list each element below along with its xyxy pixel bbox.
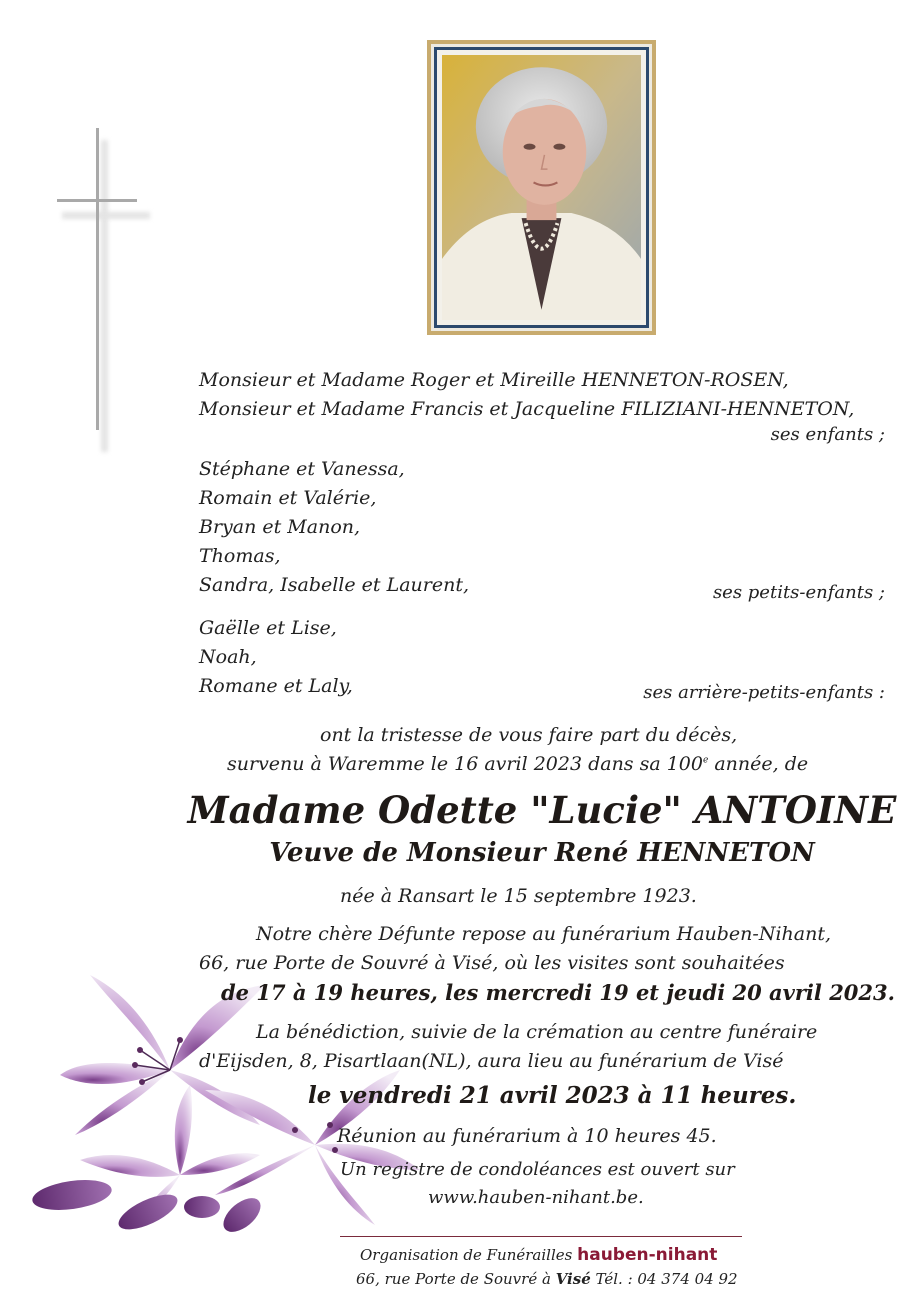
children-label: ses enfants ;	[770, 424, 885, 445]
grandchildren-line-2: Romain et Valérie,	[199, 487, 377, 509]
announcement-line-2: survenu à Waremme le 16 avril 2023 dans sa 100e année, de	[227, 753, 809, 775]
great-grandchildren-line-1: Gaëlle et Lise,	[199, 617, 337, 639]
birth-info: née à Ransart le 15 septembre 1923.	[340, 885, 697, 907]
grandchildren-label: ses petits-enfants ;	[712, 582, 885, 603]
footer-address: 66, rue Porte de Souvré à Visé Tél. : 04 374 04 92	[356, 1270, 738, 1288]
great-grandchildren-label: ses arrière-petits-enfants :	[643, 682, 885, 703]
register-line-1: Un registre de condoléances est ouvert sur	[340, 1159, 735, 1180]
lily-flowers-icon	[30, 975, 430, 1245]
brand-logo: hauben-nihant	[577, 1245, 718, 1265]
portrait-frame	[427, 40, 656, 335]
ceremony-date: le vendredi 21 avril 2023 à 11 heures.	[308, 1082, 797, 1109]
children-line-2: Monsieur et Madame Francis et Jacqueline FILIZIANI-HENNETON,	[199, 398, 855, 420]
great-grandchildren-line-3: Romane et Laly,	[199, 675, 353, 697]
meeting-time: Réunion au funérarium à 10 heures 45.	[337, 1125, 717, 1147]
visit-times: de 17 à 19 heures, les mercredi 19 et jeudi 20 avril 2023.	[221, 980, 895, 1005]
grandchildren-line-3: Bryan et Manon,	[199, 516, 361, 538]
grandchildren-line-5: Sandra, Isabelle et Laurent,	[199, 574, 469, 596]
widow-of: Veuve de Monsieur René HENNETON	[269, 838, 815, 868]
portrait-photo	[442, 55, 641, 320]
grandchildren-line-4: Thomas,	[199, 545, 281, 567]
footer-organisation: Organisation de Funérailles hauben-nihant	[360, 1245, 718, 1265]
blessing-line-1: La bénédiction, suivie de la crémation au centre funéraire	[256, 1021, 818, 1043]
great-grandchildren-line-2: Noah,	[199, 646, 257, 668]
repose-line-2: 66, rue Porte de Souvré à Visé, où les visites sont souhaitées	[199, 952, 785, 974]
repose-line-1: Notre chère Défunte repose au funérarium Hauben-Nihant,	[256, 923, 832, 945]
footer-divider	[340, 1236, 742, 1237]
deceased-name: Madame Odette "Lucie" ANTOINE	[187, 788, 897, 832]
announcement-line-1: ont la tristesse de vous faire part du décès,	[320, 724, 738, 746]
children-line-1: Monsieur et Madame Roger et Mireille HENNETON-ROSEN,	[199, 369, 789, 391]
blessing-line-2: d'Eijsden, 8, Pisartlaan(NL), aura lieu au funérarium de Visé	[199, 1050, 784, 1072]
grandchildren-line-1: Stéphane et Vanessa,	[199, 458, 405, 480]
register-website[interactable]: www.hauben-nihant.be.	[428, 1187, 644, 1208]
